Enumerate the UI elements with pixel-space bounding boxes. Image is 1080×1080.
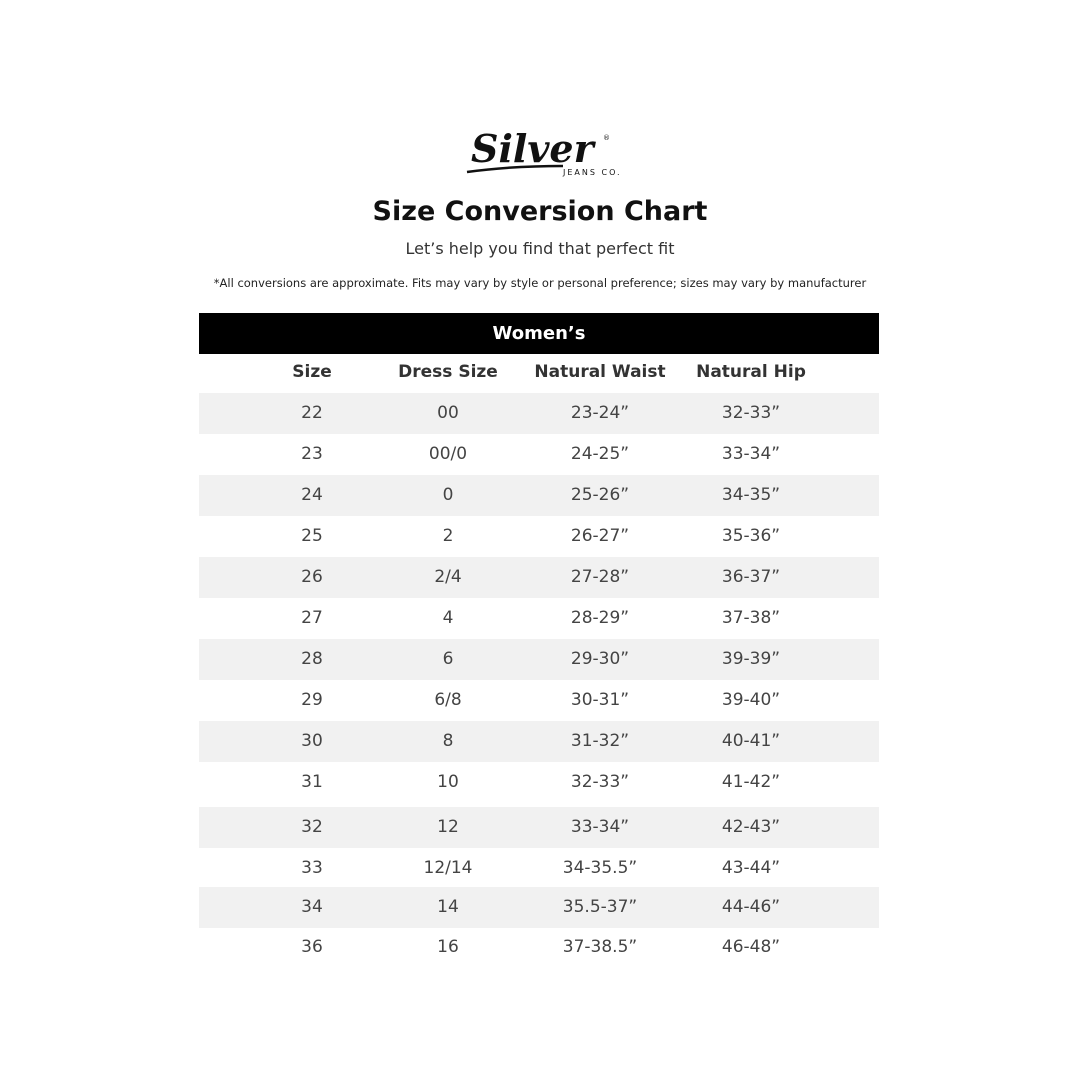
- table-cell: 16: [437, 937, 459, 957]
- table-cell: 28-29”: [570, 608, 630, 628]
- table-row: [199, 887, 879, 928]
- table-cell: 33-34”: [721, 444, 781, 464]
- svg-text:®: ®: [603, 134, 610, 142]
- column-header: Size: [292, 362, 332, 382]
- table-cell: 00: [437, 403, 459, 423]
- table-cell: 14: [437, 897, 459, 917]
- table-cell: 41-42”: [721, 772, 781, 792]
- table-row: [199, 721, 879, 762]
- table-cell: 27-28”: [570, 567, 630, 587]
- table-cell: 42-43”: [721, 817, 781, 837]
- table-cell: 24-25”: [570, 444, 630, 464]
- table-cell: 34-35.5”: [562, 858, 638, 878]
- table-cell: 35.5-37”: [562, 897, 638, 917]
- table-cell: 25: [301, 526, 323, 546]
- table-body: [199, 391, 879, 971]
- table-row: [199, 807, 879, 848]
- table-cell: 27: [301, 608, 323, 628]
- table-row: [199, 927, 879, 968]
- table-cell: 8: [442, 731, 454, 751]
- table-cell: 46-48”: [721, 937, 781, 957]
- logo-wordmark: Silver: [471, 126, 594, 171]
- table-cell: 31: [301, 772, 323, 792]
- table-cell: 23-24”: [570, 403, 630, 423]
- table-cell: 40-41”: [721, 731, 781, 751]
- table-cell: 26: [301, 567, 323, 587]
- section-header: Women’s: [199, 313, 879, 354]
- table-cell: 33-34”: [570, 817, 630, 837]
- table-cell: 6: [442, 649, 454, 669]
- table-cell: 34: [301, 897, 323, 917]
- page-subtitle: Let’s help you find that perfect fit: [405, 239, 675, 258]
- table-cell: 2: [442, 526, 454, 546]
- table-cell: 22: [301, 403, 323, 423]
- table-cell: 00/0: [428, 444, 468, 464]
- brand-logo: [465, 122, 622, 178]
- table-cell: 10: [437, 772, 459, 792]
- table-cell: 33: [301, 858, 323, 878]
- table-row: [199, 598, 879, 639]
- column-header-row: [199, 354, 879, 391]
- table-cell: 36-37”: [721, 567, 781, 587]
- table-row: [199, 434, 879, 475]
- table-cell: 43-44”: [721, 858, 781, 878]
- table-cell: 29: [301, 690, 323, 710]
- table-cell: 32-33”: [570, 772, 630, 792]
- table-cell: 12/14: [423, 858, 473, 878]
- table-cell: 4: [442, 608, 454, 628]
- size-table: [199, 313, 879, 971]
- table-cell: 39-40”: [721, 690, 781, 710]
- table-cell: 32: [301, 817, 323, 837]
- table-row: [199, 848, 879, 889]
- column-header: Dress Size: [398, 362, 498, 382]
- table-cell: 30-31”: [570, 690, 630, 710]
- table-row: [199, 516, 879, 557]
- table-row: [199, 762, 879, 803]
- table-cell: 28: [301, 649, 323, 669]
- column-header: Natural Hip: [696, 362, 806, 382]
- table-cell: 24: [301, 485, 323, 505]
- table-cell: 44-46”: [721, 897, 781, 917]
- table-row: [199, 639, 879, 680]
- table-row: [199, 475, 879, 516]
- disclaimer: *All conversions are approximate. Fits may vary by style or personal preference; sizes may vary by manufacturer: [213, 276, 867, 290]
- table-cell: 34-35”: [721, 485, 781, 505]
- table-cell: 2/4: [434, 567, 462, 587]
- table-cell: 0: [442, 485, 454, 505]
- table-cell: 31-32”: [570, 731, 630, 751]
- table-cell: 23: [301, 444, 323, 464]
- column-header: Natural Waist: [534, 362, 666, 382]
- table-cell: 29-30”: [570, 649, 630, 669]
- table-cell: 30: [301, 731, 323, 751]
- table-row: [199, 393, 879, 434]
- table-cell: 39-39”: [721, 649, 781, 669]
- table-cell: 26-27”: [570, 526, 630, 546]
- table-cell: 12: [437, 817, 459, 837]
- table-cell: 6/8: [434, 690, 462, 710]
- table-cell: 37-38.5”: [562, 937, 638, 957]
- table-row: [199, 557, 879, 598]
- table-cell: 37-38”: [721, 608, 781, 628]
- table-cell: 25-26”: [570, 485, 630, 505]
- table-cell: 36: [301, 937, 323, 957]
- logo-tagline: JEANS CO.: [563, 168, 622, 177]
- table-row: [199, 680, 879, 721]
- page-title: Size Conversion Chart: [372, 196, 708, 227]
- table-cell: 35-36”: [721, 526, 781, 546]
- table-cell: 32-33”: [721, 403, 781, 423]
